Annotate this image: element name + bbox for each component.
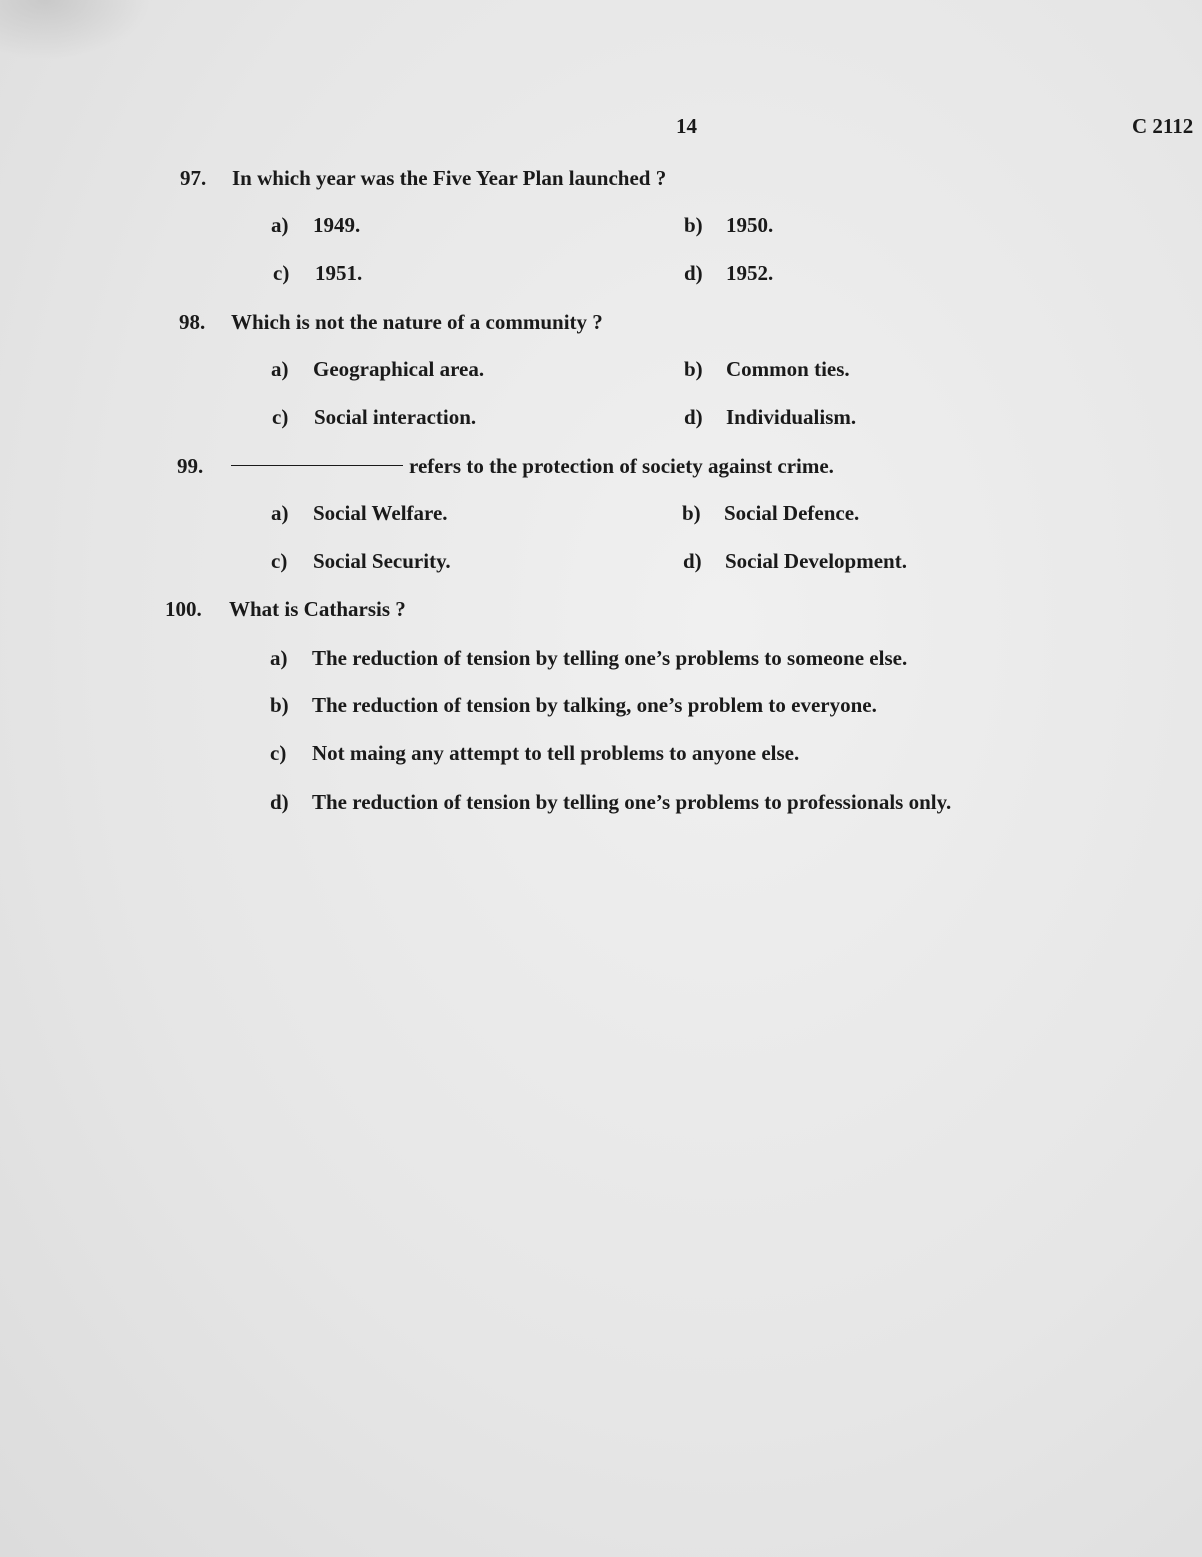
option-text: The reduction of tension by talking, one’s problem to everyone. — [312, 693, 877, 717]
option-letter: b) — [270, 693, 289, 717]
option-99-b — [682, 501, 859, 526]
option-text: The reduction of tension by telling one’s problems to someone else. — [312, 646, 908, 670]
question-number: 100. — [165, 597, 202, 621]
option-letter: d) — [684, 405, 703, 429]
option-text: Geographical area. — [313, 357, 485, 381]
question-97 — [180, 166, 666, 191]
question-text: What is Catharsis ? — [229, 597, 406, 621]
option-letter: b) — [684, 213, 703, 237]
option-99-d — [683, 549, 907, 574]
question-text: Which is not the nature of a community ? — [231, 310, 603, 334]
paper-code: C 2112 — [1132, 114, 1194, 138]
option-text: Common ties. — [726, 357, 850, 381]
option-letter: d) — [684, 261, 703, 285]
option-letter: b) — [682, 501, 701, 525]
option-100-a — [270, 646, 907, 671]
option-text: Not maing any attempt to tell problems to anyone else. — [312, 741, 800, 765]
option-letter: d) — [270, 790, 289, 814]
question-text: In which year was the Five Year Plan launched ? — [232, 166, 667, 190]
option-letter: c) — [270, 741, 287, 765]
option-97-d — [684, 261, 773, 286]
fill-in-blank — [231, 465, 403, 466]
page-number: 14 — [676, 114, 697, 138]
option-100-d — [270, 790, 951, 815]
option-text: Social Security. — [313, 549, 451, 573]
option-text: Social Defence. — [724, 501, 860, 525]
option-text: 1952. — [726, 261, 774, 285]
option-text: The reduction of tension by telling one’s problems to professionals only. — [312, 790, 952, 814]
option-text: 1950. — [726, 213, 774, 237]
option-98-c — [272, 405, 476, 430]
option-letter: a) — [271, 213, 289, 237]
option-text: 1949. — [313, 213, 361, 237]
option-letter: a) — [271, 357, 289, 381]
option-100-c — [270, 741, 799, 766]
option-98-b — [684, 357, 850, 382]
option-99-c — [271, 549, 451, 574]
question-number: 99. — [177, 454, 204, 478]
option-text: Social Welfare. — [313, 501, 448, 525]
page-fold-shadow — [0, 0, 150, 60]
question-number: 97. — [180, 166, 207, 190]
option-97-b — [684, 213, 773, 238]
option-98-a — [271, 357, 484, 382]
option-100-b — [270, 693, 877, 718]
option-text: 1951. — [315, 261, 363, 285]
question-100 — [165, 597, 406, 622]
option-text: Social Development. — [725, 549, 907, 573]
option-text: Individualism. — [726, 405, 857, 429]
question-text: refers to the protection of society against crime. — [409, 454, 834, 478]
option-letter: d) — [683, 549, 702, 573]
option-letter: a) — [270, 646, 288, 670]
option-letter: c) — [272, 405, 289, 429]
question-99 — [177, 454, 834, 479]
option-letter: c) — [271, 549, 288, 573]
option-letter: a) — [271, 501, 289, 525]
question-98 — [179, 310, 603, 335]
option-text: Social interaction. — [314, 405, 477, 429]
option-97-c — [273, 261, 362, 286]
option-letter: b) — [684, 357, 703, 381]
option-98-d — [684, 405, 856, 430]
question-number: 98. — [179, 310, 206, 334]
option-99-a — [271, 501, 448, 526]
option-97-a — [271, 213, 360, 238]
option-letter: c) — [273, 261, 290, 285]
